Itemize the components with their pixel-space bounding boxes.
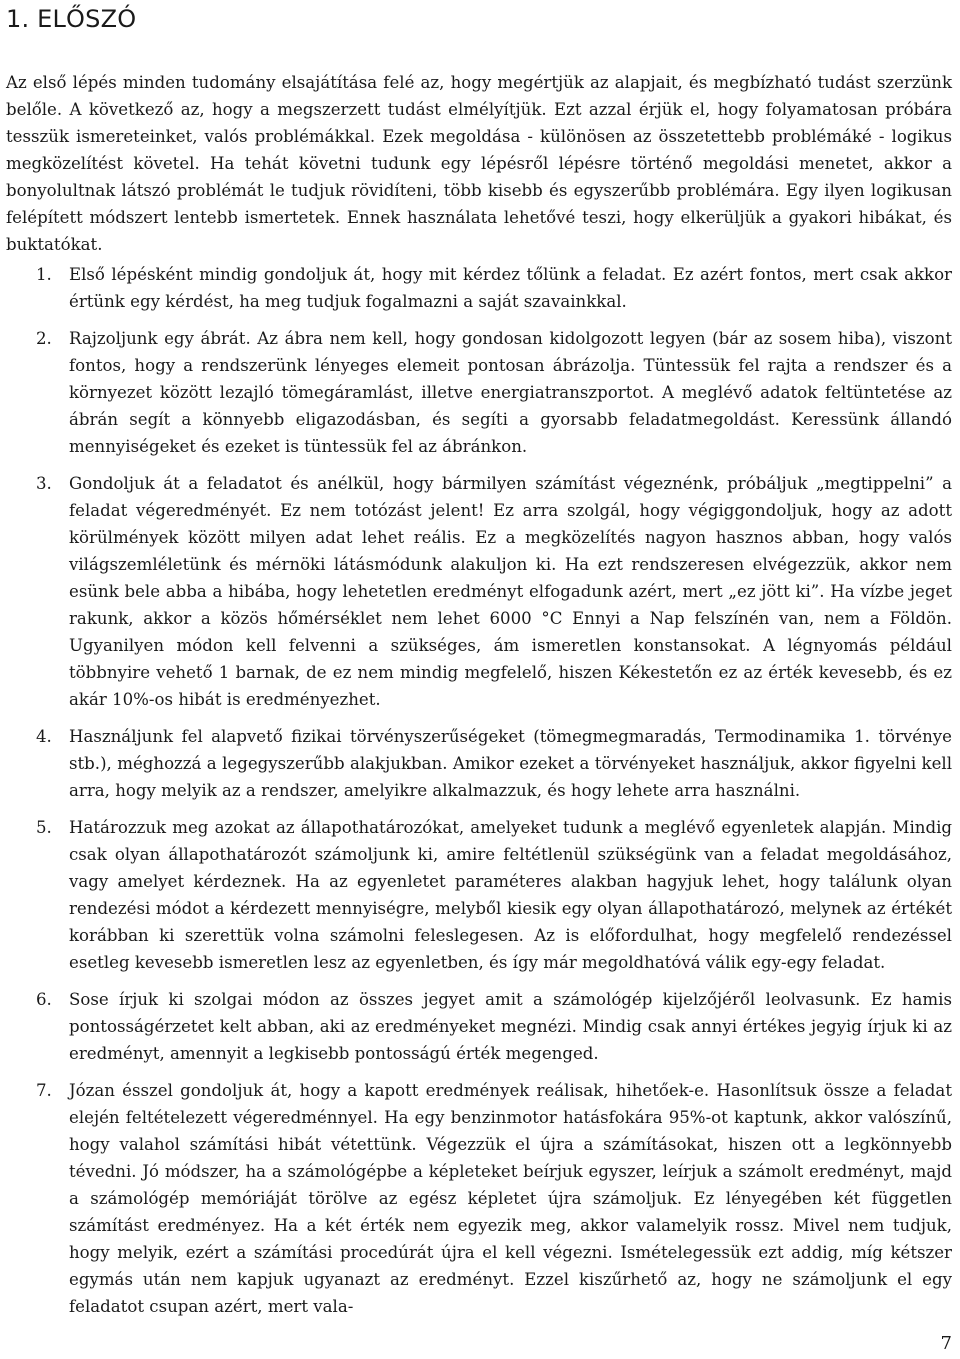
list-item-text: Használjunk fel alapvető fizikai törvényszerűségeket (tömegmegmaradás, Termodinamika 1. törvénye stb.), méghozzá a legegyszerűbb alakjukban. Amikor ezeket a törvényeket használjuk, akkor figyelni kell arra, hogy melyik az a rendszer, amelyikre alkalmazzuk, és hogy lehete arra használni. (69, 727, 952, 800)
list-item-text: Határozzuk meg azokat az állapothatározókat, amelyeket tudunk a meglévő egyenletek alapján. Mindig csak olyan állapothatározót számoljunk ki, amire feltétlenül szükségünk van a feladat megoldásához, vagy amelyet kérdeznek. Ha az egyenletet paraméteres alakban hagyjuk lehet, hogy találunk olyan rendezési módot a kérdezett mennyiségre, melyből kiesik egy olyan állapothatározó, melynek az értékét korábban ki szerettük volna számolni feleslegesen. Az is előfordulhat, hogy megfelelő rendezéssel esetleg kevesebb ismeretlen lesz az egyenletben, és így már megoldhatóvá válik egy-egy feladat. (69, 818, 952, 972)
page-number: 7 (940, 1333, 952, 1354)
list-item-number: 6. (36, 990, 52, 1009)
list-item-number: 1. (36, 265, 52, 284)
list-item-text: Sose írjuk ki szolgai módon az összes jegyet amit a számológép kijelzőjéről leolvasunk. Ez hamis pontosságérzetet kelt abban, aki az eredményeket megnézi. Mindig csak annyi értékes jegyig írjuk ki az eredményt, amennyit a legkisebb pontosságú érték megenged. (69, 990, 952, 1063)
list-item (6, 1077, 952, 1320)
list-item-text: Első lépésként mindig gondoljuk át, hogy mit kérdez tőlünk a feladat. Ez azért fontos, mert csak akkor értünk egy kérdést, ha meg tudjuk fogalmazni a saját szavainkkal. (69, 265, 952, 311)
list-item-number: 4. (36, 727, 52, 746)
list-item-number: 5. (36, 818, 52, 837)
list-item (6, 814, 952, 976)
list-item-text: Rajzoljunk egy ábrát. Az ábra nem kell, hogy gondosan kidolgozott legyen (bár az sosem hiba), viszont fontos, hogy a rendszerünk lényeges elemeit pontosan ábrázolja. Tüntessük fel rajta a rendszer és a környezet között lezajló tömegáramlást, illetve energiatranszportot. A meglévő adatok feltüntetése az ábrán segít a könnyebb eligazodásban, és segíti a gyorsabb feladatmegoldást. Keressünk állandó mennyiségeket és ezeket is tüntessük fel az ábránkon. (69, 329, 952, 456)
step-list (6, 261, 952, 1320)
body-text (6, 69, 952, 1330)
intro-paragraph: Az első lépés minden tudomány elsajátítása felé az, hogy megértjük az alapjait, és megbízható tudást szerzünk belőle. A következő az, hogy a megszerzett tudást elmélyítjük. Ezt azzal érjük el, hogy folyamatosan próbára tesszük ismereteinket, valós problémákkal. Ezek megoldása - különösen az összetettebb problémáké - logikus megközelítést követel. Ha tehát követni tudunk egy lépésről lépésre történő megoldási menetet, akkor a bonyolultnak látszó problémát le tudjuk rövidíteni, több kisebb és egyszerűbb problémára. Egy ilyen logikusan felépített módszert lentebb ismertetek. Ennek használata lehetővé teszi, hogy elkerüljük a gyakori hibákat, és buktatókat. (6, 73, 952, 254)
list-item-text: Gondoljuk át a feladatot és anélkül, hogy bármilyen számítást végeznénk, próbáljuk „megtippelni” a feladat végeredményét. Ez nem totózást jelent! Ez arra szolgál, hogy végiggondoljuk, hogy az adott körülmények között milyen adat lehet reális. Ez a megközelítés nagyon hasznos abban, hogy valós világszemléletünk és mérnöki látásmódunk alakuljon ki. Ha ezt rendszeresen elvégezzük, akkor nem esünk bele abba a hibába, hogy lehetetlen eredményt elfogadunk azért, mert „ez jött ki”. Ha vízbe jeget rakunk, akkor a közös hőmérséklet nem lehet 6000 °C Ennyi a Nap felszínén van, nem a Földön. Ugyanilyen módon kell felvenni a szükséges, ám ismeretlen konstansokat. A légnyomás például többnyire vehető 1 barnak, de ez nem mindig megfelelő, hiszen Kékestetőn ez az érték kevesebb, és ez akár 10%-os hibát is eredményezhet. (69, 474, 952, 709)
list-item (6, 261, 952, 315)
list-item (6, 325, 952, 460)
list-item (6, 986, 952, 1067)
list-item-number: 7. (36, 1081, 52, 1100)
list-item-number: 3. (36, 474, 52, 493)
chapter-title: 1. ELŐSZÓ (6, 5, 137, 33)
list-item (6, 723, 952, 804)
list-item-number: 2. (36, 329, 52, 348)
list-item-text: Józan ésszel gondoljuk át, hogy a kapott eredmények reálisak, hihetőek-e. Hasonlítsuk össze a feladat elején feltételezett végeredménnyel. Ha egy benzinmotor hatásfokára 95%-ot kaptunk, akkor valószínű, hogy valahol számítási hibát vétettünk. Végezzük el újra a számításokat, hiszen ott a legkönnyebb tévedni. Jó módszer, ha a számológépbe a képleteket beírjuk egyszer, leírjuk a számolt eredményt, majd a számológép memóriáját törölve az egész képletet újra számoljuk. Ez lényegében két független számítást eredményez. Ha a két érték nem egyezik meg, akkor valamelyik rossz. Mivel nem tudjuk, hogy melyik, ezért a számítási procedúrát újra el kell végezni. Ismételegessük ezt addig, míg kétszer egymás után nem kapjuk ugyanazt az eredményt. Ezzel kiszűrhető az, hogy ne számoljunk el egy feladatot csupan azért, mert vala- (69, 1081, 952, 1316)
list-item (6, 470, 952, 713)
